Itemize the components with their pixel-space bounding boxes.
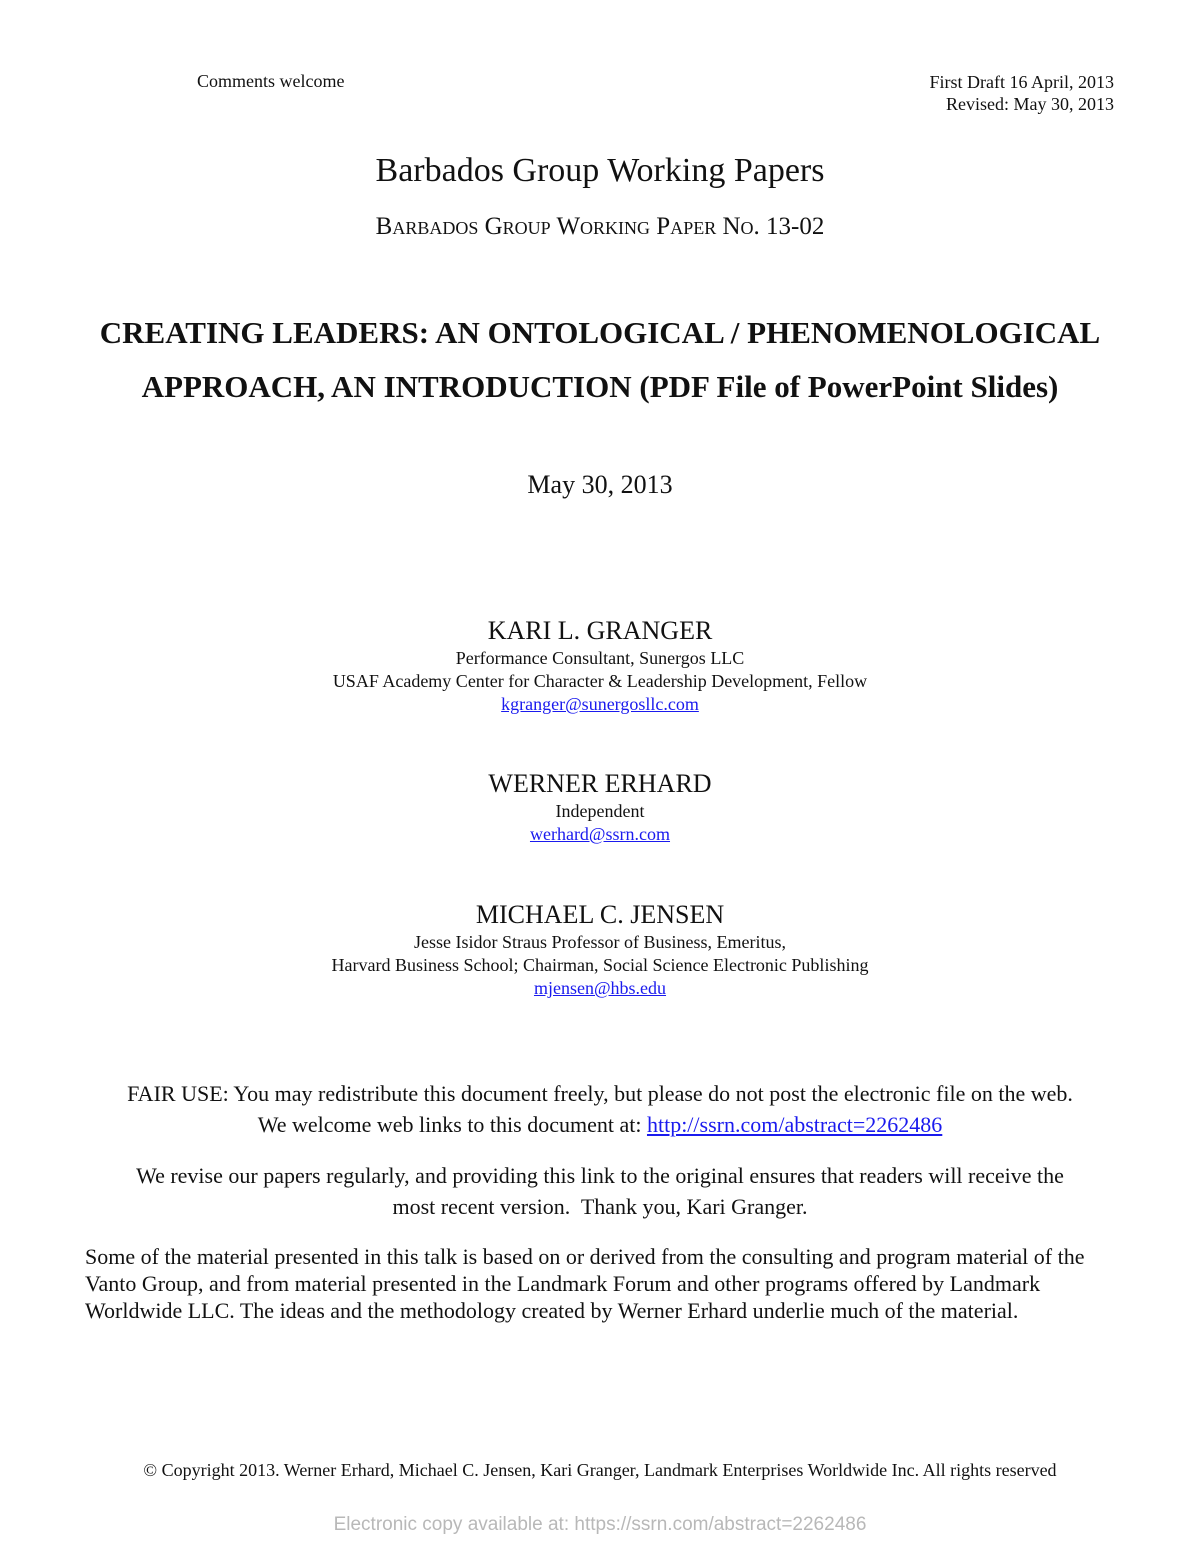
comments-welcome: Comments welcome [197,71,345,91]
series-title: Barbados Group Working Papers [375,152,825,189]
author-affiliation: Independent [555,801,645,821]
paper-title-line-1: CREATING LEADERS: AN ONTOLOGICAL / PHENOMENOLOGICAL [99,315,1101,350]
abstract-link[interactable]: http://ssrn.com/abstract=2262486 [646,1112,943,1137]
fair-use-line-2 [60,1109,1140,1140]
author-name: KARI L. GRANGER [487,616,713,645]
author-affiliation: Jesse Isidor Straus Professor of Business, Emeritus, [414,932,786,952]
fair-use-line-1: FAIR USE: You may redistribute this document freely, but please do not post the electronic file on the web. [127,1081,1073,1106]
author-block-erhard [0,768,1200,846]
fair-use-notice [60,1078,1140,1140]
paper-title-line-2: APPROACH, AN INTRODUCTION (PDF File of PowerPoint Slides) [141,369,1059,404]
revision-line-2: most recent version. Thank you, Kari Granger. [392,1194,808,1219]
paper-title [60,306,1140,414]
author-email-link[interactable]: kgranger@sunergosllc.com [501,694,699,714]
fair-use-prefix: We welcome web links to this document at: [257,1112,647,1137]
draft-dates [930,71,1115,115]
revision-line-1: We revise our papers regularly, and providing this link to the original ensures that readers will receive the [136,1163,1064,1188]
author-name: WERNER ERHARD [488,769,712,798]
revision-notice [60,1160,1140,1222]
author-block-jensen [0,899,1200,1000]
author-email-link[interactable]: werhard@ssrn.com [529,824,671,844]
first-draft-date: First Draft 16 April, 2013 [929,72,1114,92]
author-affiliation: Harvard Business School; Chairman, Social Science Electronic Publishing [331,955,869,975]
working-paper-number: Barbados Group Working Paper No. 13-02 [375,213,825,240]
author-block-granger [0,615,1200,716]
author-name: MICHAEL C. JENSEN [475,900,725,929]
copyright-notice: © Copyright 2013. Werner Erhard, Michael C. Jensen, Kari Granger, Landmark Enterprises Worldwide Inc. All rights reserved [143,1460,1057,1480]
electronic-copy-footer: Electronic copy available at: https://ssrn.com/abstract=2262486 [333,1514,867,1535]
author-affiliation: USAF Academy Center for Character & Leadership Development, Fellow [332,671,868,691]
revised-date: Revised: May 30, 2013 [946,94,1114,114]
author-affiliation: Performance Consultant, Sunergos LLC [455,648,745,668]
author-email-link[interactable]: mjensen@hbs.edu [533,978,667,998]
paper-date: May 30, 2013 [527,470,673,499]
material-attribution: Some of the material presented in this talk is based on or derived from the consulting and program material of the Vanto Group, and from material presented in the Landmark Forum and other programs offered by Landmark Worldwide LLC. The ideas and the methodology created by Werner Erhard underlie much of the material. [85,1244,1085,1323]
